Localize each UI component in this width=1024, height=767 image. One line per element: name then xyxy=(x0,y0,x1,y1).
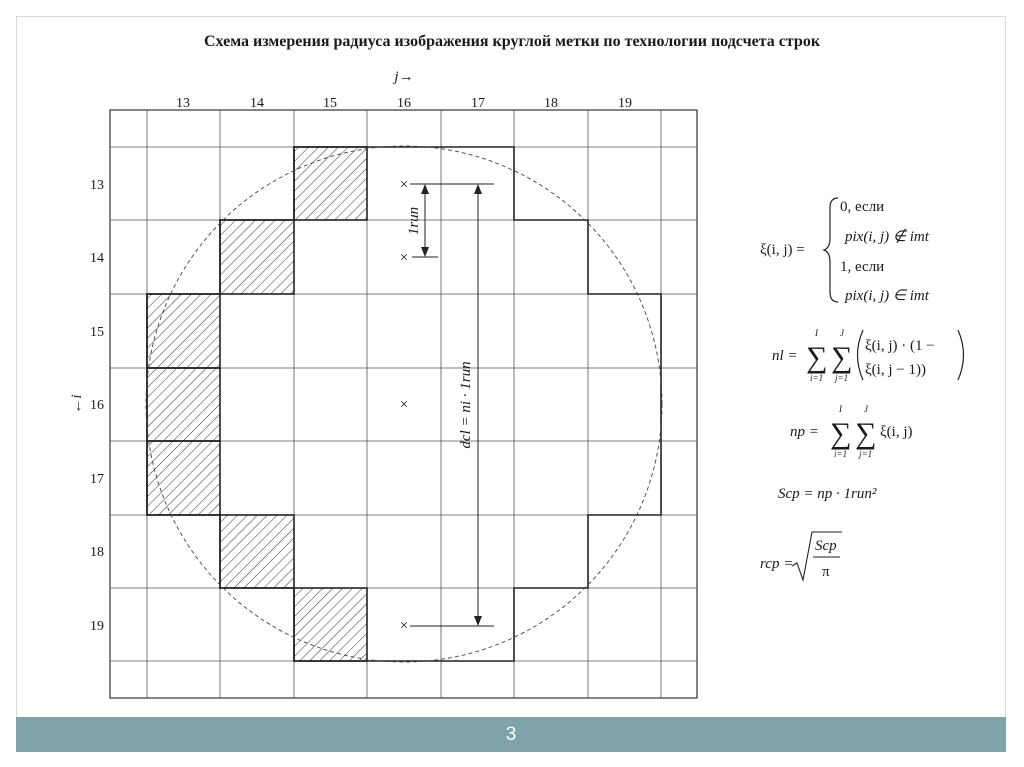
sum-lower-i: i=1 xyxy=(810,373,824,383)
pixel-marker: × xyxy=(399,250,409,266)
row-label: 13 xyxy=(90,178,104,193)
j-axis-label: j→ xyxy=(394,69,414,85)
hatched-pixel xyxy=(147,368,220,441)
rcp-lhs: rcp = xyxy=(760,556,794,572)
pixel-marker: × xyxy=(399,618,409,634)
svg-text:∑: ∑ xyxy=(831,341,853,374)
col-label: 14 xyxy=(250,96,264,111)
nl-body-line2: ξ(i, j − 1)) xyxy=(865,362,926,378)
svg-text:∑: ∑ xyxy=(806,341,828,374)
xi-case2: 1, если xyxy=(840,259,885,275)
hatched-pixel xyxy=(147,294,220,368)
row-label: 18 xyxy=(90,545,104,560)
sum-upper-j: J xyxy=(840,328,844,338)
run-length-label: 1run xyxy=(406,206,422,236)
hatched-pixel xyxy=(294,588,367,661)
pixel-marker: × xyxy=(399,177,409,193)
sum-lower-j: j=1 xyxy=(859,449,873,459)
slide-title: Схема измерения радиуса изображения круглой метки по технологии подсчета строк xyxy=(203,33,821,50)
np-lhs: np = xyxy=(790,424,819,440)
nl-lhs: nl = xyxy=(772,348,798,364)
sum-lower-i: i=1 xyxy=(834,449,848,459)
sum-upper-i: I xyxy=(815,328,818,338)
formula-np xyxy=(790,404,913,459)
page-number: 3 xyxy=(505,724,517,745)
diameter-label: dcl = ni · 1run xyxy=(458,361,474,449)
formula-rcp xyxy=(760,532,842,580)
col-label: 13 xyxy=(176,96,190,111)
row-label: 14 xyxy=(90,251,104,266)
col-label: 15 xyxy=(323,96,337,111)
row-label: 15 xyxy=(90,325,104,340)
row-label: 17 xyxy=(90,472,104,487)
hatched-pixel xyxy=(220,515,294,588)
xi-cond1: pix(i, j) ∉ imt xyxy=(845,229,929,245)
xi-case1: 0, если xyxy=(840,199,885,215)
row-label: 19 xyxy=(90,619,104,634)
i-axis-label: ←i xyxy=(69,394,85,414)
xi-cond2: pix(i, j) ∈ imt xyxy=(845,288,929,304)
col-label: 16 xyxy=(397,96,411,111)
nl-body-line1: ξ(i, j) · (1 − xyxy=(865,338,935,354)
svg-text:∑: ∑ xyxy=(830,417,852,450)
sum-lower-j: j=1 xyxy=(835,373,849,383)
formula-scp: Scp = np · 1run² xyxy=(778,486,877,502)
formula-xi xyxy=(760,198,930,304)
col-label: 17 xyxy=(471,96,485,111)
footer-bar xyxy=(16,717,1006,752)
hatched-pixel xyxy=(294,147,367,220)
hatched-pixel xyxy=(147,441,220,515)
col-label: 18 xyxy=(544,96,558,111)
sum-upper-i: I xyxy=(839,404,842,414)
rcp-den: π xyxy=(822,564,830,580)
formula-nl xyxy=(772,328,964,383)
np-body: ξ(i, j) xyxy=(880,424,913,440)
svg-text:∑: ∑ xyxy=(855,417,877,450)
col-label: 19 xyxy=(618,96,632,111)
xi-lhs: ξ(i, j) = xyxy=(760,242,805,258)
row-label: 16 xyxy=(90,398,104,413)
pixel-marker: × xyxy=(399,397,409,413)
hatched-pixel xyxy=(220,220,294,294)
sum-upper-j: J xyxy=(864,404,868,414)
rcp-num: Scp xyxy=(815,538,837,554)
